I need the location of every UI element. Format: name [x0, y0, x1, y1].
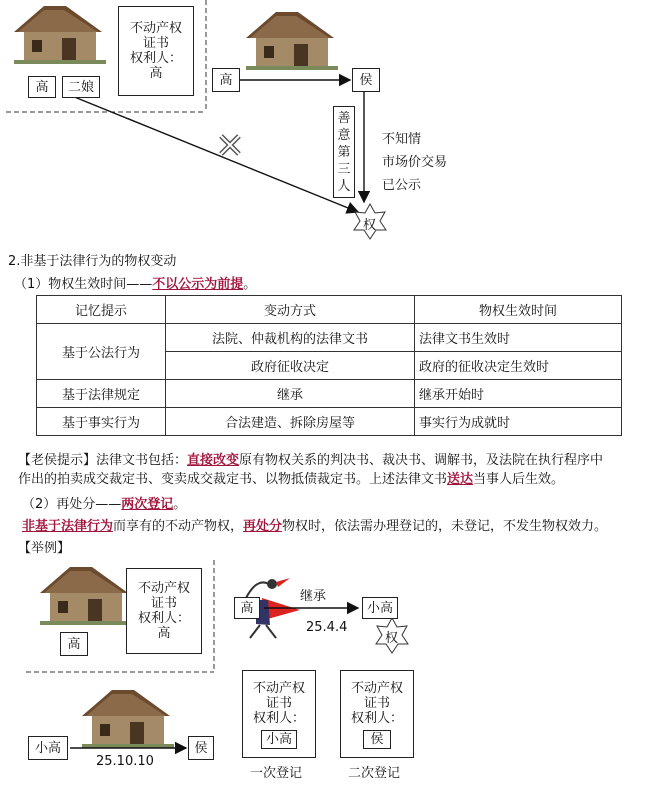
cert-line: 权利人：: [129, 51, 182, 66]
table-header: 物权生效时间: [415, 296, 622, 324]
cert-line: 不动产权: [252, 681, 305, 696]
cert-line: 权利人：: [137, 611, 190, 626]
owner-a-box: [28, 76, 56, 98]
table-header: 记忆提示: [37, 296, 166, 324]
owner-a-label: 高: [35, 79, 49, 95]
cert1-name: 小高: [261, 730, 297, 749]
table-cell: 政府征收决定: [166, 352, 415, 380]
table-header-row: [37, 296, 622, 324]
table-cell: 政府的征收决定生效时: [415, 352, 622, 380]
owner-label: 高: [67, 636, 81, 652]
good-faith-char: 三: [337, 161, 351, 177]
tip-paragraph: [18, 451, 648, 489]
item2-suffix: 。: [173, 497, 187, 512]
table-cell: 继承开始时: [415, 380, 622, 408]
table-row: [37, 408, 622, 436]
tip-emph: 直接改变: [187, 453, 240, 468]
cert-line: 证书: [142, 36, 169, 51]
owner-b-box: [62, 76, 100, 98]
item1: [14, 273, 256, 292]
seller-label: 高: [219, 72, 233, 88]
heir-from-box: [234, 597, 260, 619]
cert1-caption: 一次登记: [250, 766, 303, 781]
good-faith-char: 善: [337, 110, 351, 126]
good-faith-char: 意: [337, 127, 351, 143]
cert1-box: [242, 670, 316, 758]
table-cell: 基于公法行为: [37, 324, 166, 380]
heir-to-box: [362, 597, 398, 619]
item1-prefix: （1）物权生效时间——: [14, 277, 153, 292]
cert-box: [126, 568, 202, 654]
cert-line: 权利人：: [252, 711, 305, 726]
good-faith-char: 人: [337, 178, 351, 194]
tip-text: 当事人后生效。: [473, 472, 565, 487]
item2-emph: 两次登记: [121, 497, 174, 512]
inherit-label: 继承: [300, 589, 327, 604]
seller-box: [212, 68, 240, 92]
table-cell: 继承: [166, 380, 415, 408]
owner-box: [60, 632, 88, 656]
tip-label: 【老侯提示】: [18, 453, 97, 468]
condition-item: 不知情: [382, 132, 422, 147]
right-label: 权: [363, 218, 377, 233]
table-cell: 法律文书生效时: [415, 324, 622, 352]
right-label: 权: [385, 631, 399, 646]
cert2-name: 侯: [363, 730, 390, 749]
house-icon: [40, 567, 132, 625]
seller-label: 小高: [34, 740, 61, 756]
cert-line: 证书: [265, 696, 292, 711]
cert-line: 不动产权: [129, 21, 182, 36]
cert-line: 不动产权: [137, 581, 190, 596]
buyer-label: 侯: [194, 740, 208, 756]
example-label: 【举例】: [18, 541, 71, 556]
seller-box: [28, 736, 68, 760]
condition-item: 市场价交易: [382, 155, 448, 170]
heir-from-label: 高: [240, 600, 254, 616]
house-icon: [82, 690, 174, 748]
cert-line: 证书: [150, 596, 177, 611]
table-cell: 基于事实行为: [37, 408, 166, 436]
rule-emph: 非基于法律行为: [22, 519, 114, 534]
buyer-label: 侯: [359, 72, 373, 88]
heir-to-label: 小高: [366, 600, 393, 616]
tip-text: 法律文书包括：: [96, 453, 188, 468]
cert2-box: [340, 670, 414, 758]
owner-b-label: 二娘: [67, 79, 94, 95]
rule-text: 物权时，依法需办理登记的，未登记，不发生物权效力。: [282, 519, 608, 534]
conditions-list: [382, 128, 447, 197]
table-row: [37, 380, 622, 408]
house-icon: [246, 12, 338, 70]
rule-text: 而享有的不动产物权，: [113, 519, 244, 534]
rule-paragraph: [22, 515, 607, 534]
table-cell: 事实行为成就时: [415, 408, 622, 436]
item2: [22, 493, 186, 512]
table-cell: 基于法律规定: [37, 380, 166, 408]
good-faith-box: [333, 106, 355, 198]
item2-prefix: （2）再处分——: [22, 497, 122, 512]
table-cell: 法院、仲裁机构的法律文书: [166, 324, 415, 352]
buyer-box: [188, 736, 214, 760]
buyer-box: [352, 68, 380, 92]
table-header: 变动方式: [166, 296, 415, 324]
condition-item: 已公示: [382, 178, 422, 193]
table-cell: 合法建造、拆除房屋等: [166, 408, 415, 436]
cert-box: [118, 6, 194, 96]
date-label: 25.4.4: [306, 620, 348, 635]
cert-line: 权利人：: [350, 711, 403, 726]
cert-line: 高: [157, 626, 171, 641]
law-table: [36, 295, 622, 436]
section-title: 2.非基于法律行为的物权变动: [8, 254, 177, 269]
item1-emph: 不以公示为前提: [152, 277, 244, 292]
rule-emph: 再处分: [243, 519, 283, 534]
item1-suffix: 。: [243, 277, 257, 292]
cert-line: 证书: [363, 696, 390, 711]
house-icon: [14, 6, 106, 64]
date-label: 25.10.10: [96, 754, 154, 769]
tip-emph: 送达: [447, 472, 474, 487]
cert-line: 高: [149, 66, 163, 81]
tip-text: 作出的拍卖成交裁定书、变卖成交裁定书、以物抵债裁定书。上述法律文书: [18, 472, 448, 487]
good-faith-char: 第: [337, 144, 351, 160]
cross-icon-inner: [221, 136, 239, 154]
tip-text: 原有物权关系的判决书、裁决书、调解书，及法院在执行程序中: [239, 453, 604, 468]
cert2-caption: 二次登记: [348, 766, 401, 781]
table-row: [37, 324, 622, 352]
cert-line: 不动产权: [350, 681, 403, 696]
